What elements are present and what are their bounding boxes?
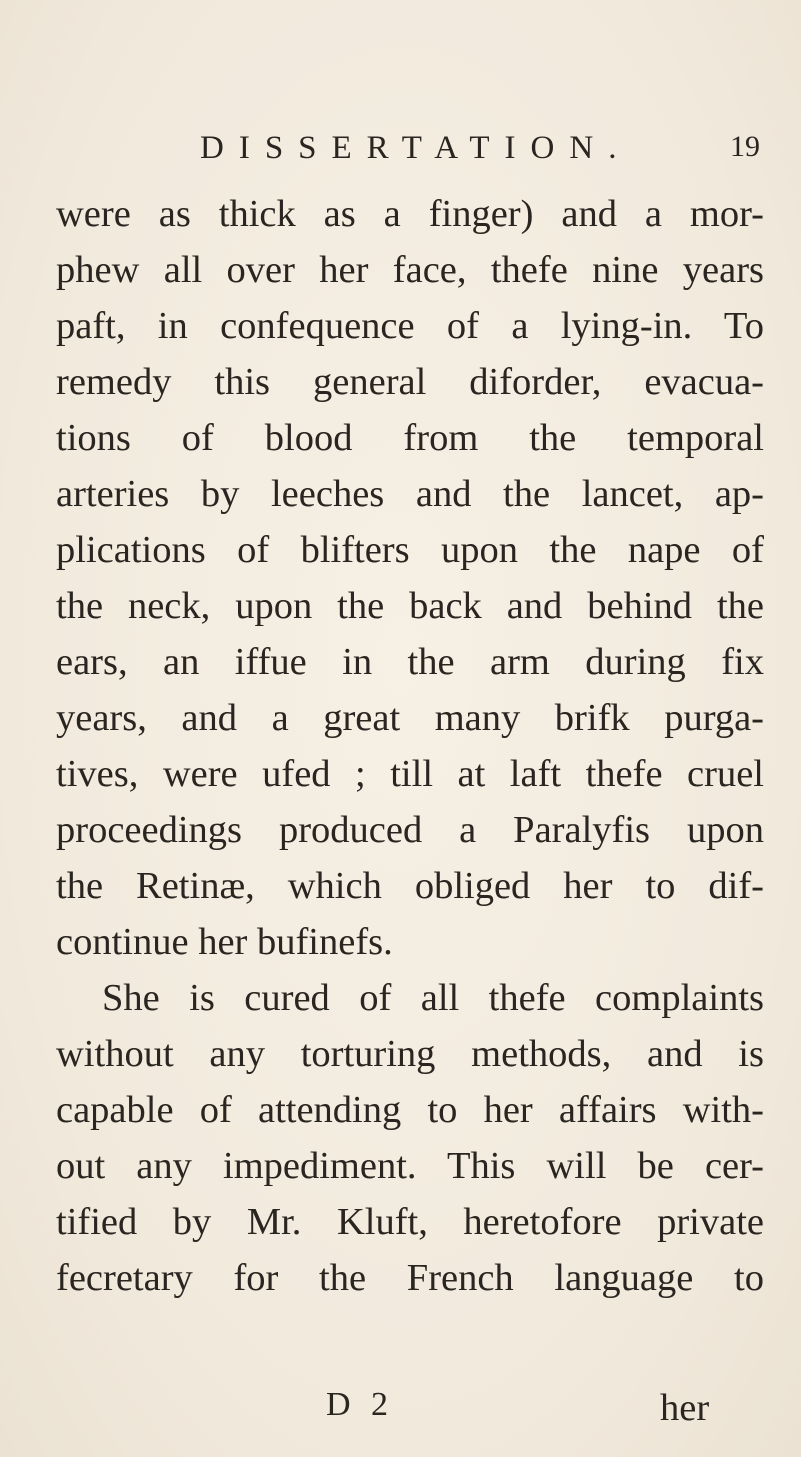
running-head: DISSERTATION. [200,130,632,166]
text-line: without any torturing methods, and is [56,1033,764,1075]
paragraph-start-line: She is cured of all thefe complaints [102,977,764,1019]
page-footer [0,1386,801,1442]
text-line: phew all over her face, thefe nine years [56,249,764,291]
page-number: 19 [730,130,760,163]
text-line: years, and a great many brifk purga- [56,697,764,739]
text-line: proceedings produced a Paralyfis upon [56,809,764,851]
text-line: the neck, upon the back and behind the [56,585,764,627]
body-text [56,186,764,1306]
text-line: fecretary for the French language to [56,1257,764,1299]
text-line: ears, an iffue in the arm during fix [56,641,764,683]
text-line: the Retinæ, which obliged her to dif- [56,865,764,907]
signature-mark: D 2 [326,1386,395,1423]
text-line: tives, were ufed ; till at laft thefe cruel [56,753,764,795]
text-line: remedy this general diforder, evacua- [56,361,764,403]
text-line: were as thick as a finger) and a mor- [56,193,764,235]
text-line: tions of blood from the temporal [56,417,764,459]
page-header [200,130,760,170]
text-line: out any impediment. This will be cer- [56,1145,764,1187]
paragraph-end-line: continue her bufinefs. [56,921,393,963]
text-line: arteries by leeches and the lancet, ap- [56,473,764,515]
catchword: her [660,1387,710,1429]
text-line: plications of blifters upon the nape of [56,529,764,571]
text-line: paft, in confequence of a lying-in. To [56,305,764,347]
text-line: capable of attending to her affairs with- [56,1089,764,1131]
text-line: tified by Mr. Kluft, heretofore private [56,1201,764,1243]
